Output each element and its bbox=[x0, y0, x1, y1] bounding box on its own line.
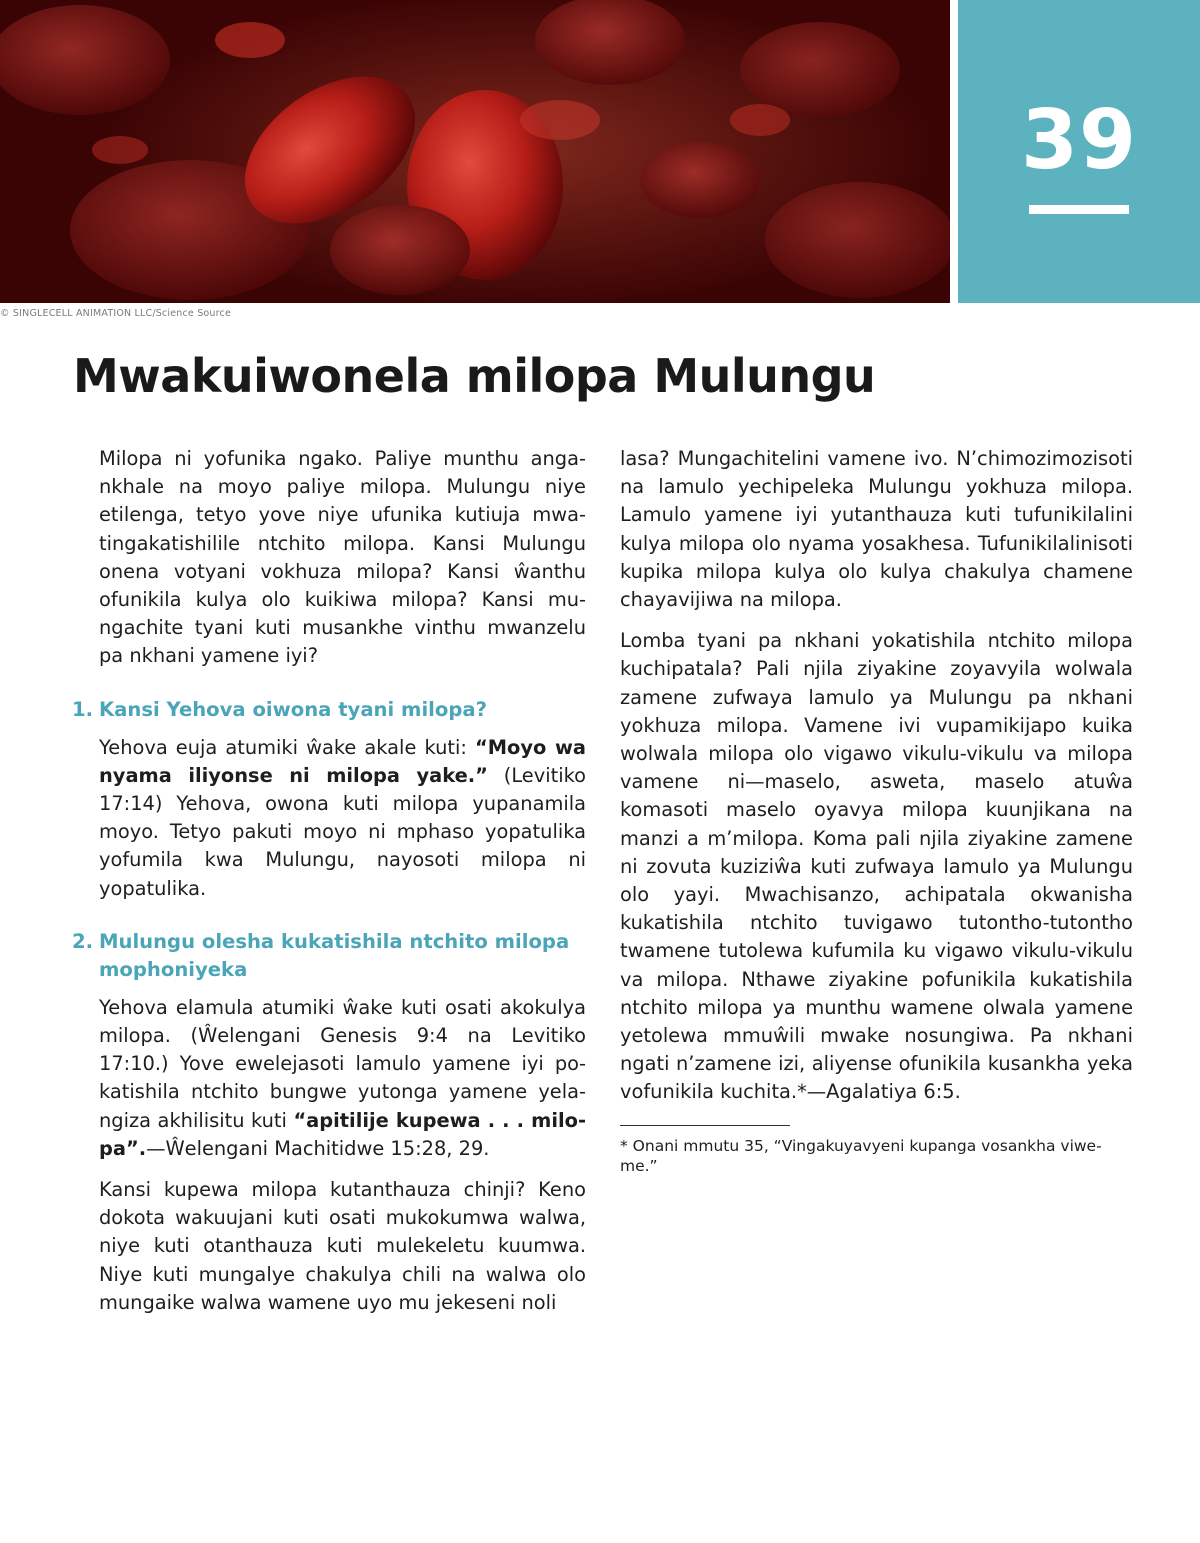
section-2-heading-text: Mulungu olesha kukatishila ntchito milopa mophoniyeka bbox=[99, 929, 570, 981]
footnote-divider bbox=[620, 1125, 790, 1126]
left-column bbox=[72, 445, 586, 1330]
scripture-quote: “apitilije kupewa . . . milopa”. bbox=[99, 1108, 586, 1160]
section-1-heading bbox=[72, 696, 586, 724]
text-run: —Ŵelengani Machitidwe 15:28, 29. bbox=[146, 1136, 490, 1160]
text-run: (Levitiko 17:14) Yehova, owona kuti milopa yupanamila moyo. Tetyo pakuti moyo ni mphaso yopatulika yofumila kwa Mulungu, nayosoti milopa ni yopatulika. bbox=[99, 763, 586, 900]
lesson-number: 39 bbox=[1020, 93, 1138, 188]
section-2-paragraph-2-part-2: lasa? Mungachitelini vamene ivo. N’chimozimozisoti na lamulo yechipeleka Mulungu yokhuza milopa. Lamulo yamene iyi yutanthauza kuti tufunikilalini kulya milopa olo nyama yosakhesa. Tufunikilalinisoti kupika milopa kulya olo kulya chakulya chamene chayavijiwa na milopa. bbox=[620, 447, 1133, 612]
section-1-paragraph bbox=[99, 734, 586, 903]
image-credit: © SINGLECELL ANIMATION LLC/Science Source bbox=[0, 308, 232, 319]
section-2-paragraph-1 bbox=[99, 994, 586, 1163]
text-run: Yehova euja atumiki ŵake akale kuti: bbox=[99, 735, 475, 759]
footnote: * Onani mmutu 35, “Vingakuyavyeni kupanga vosankha viweme.” bbox=[620, 1136, 1102, 1175]
right-column bbox=[620, 445, 1133, 1176]
section-1-number: 1. bbox=[72, 697, 94, 721]
scripture-quote: “Moyo wa nyama iliyonse ni milopa yake.” bbox=[99, 735, 586, 787]
lesson-number-underline bbox=[1029, 205, 1129, 214]
page-title: Mwakuiwonela milopa Mulungu bbox=[73, 349, 876, 403]
section-2-paragraph-2-part-1: Kansi kupewa milopa kutanthauza chinji? Keno dokota wakuujani kuti osati mukokumwa walwa, niye kuti otanthauza kuti mulekeletu kuumwa. Niye kuti mungalye chakulya chili na walwa olo mungaike walwa wamene uyo mu jekeseni noli bbox=[99, 1178, 586, 1314]
hero-image-blood-cells bbox=[0, 0, 950, 303]
section-2-heading bbox=[72, 928, 586, 984]
section-2-paragraph-3: Lomba tyani pa nkhani yokatishila ntchito milopa kuchipatala? Pali njila ziyakine zoyavyila wolwala zamene zufwaya lamulo ya Mulungu pa nkhani yokhuza milopa. Vamene ivi vupamikijapo kuika wolwala milopa olo vigawo vikulu-vikulu va milopa vamene ni—maselo, asweta, maselo atuŵa komasoti maselo oyavya milopa kuunjikana na manzi a m’milopa. Koma pali njila ziyakine zamene ni zovuta kuziziŵa kuti zufwaya lamulo ya Mulungu olo yayi. Mwachisanzo, achipatala okwanisha kukatishila ntchito tuvigawo tutontho-tutontho twamene tutolewa kufumila ku vigawo vikulu-vikulu va milopa. Nthawe ziyakine pofunikila kukatishila ntchito milopa ya munthu wamene olwala yamene yetolewa mmuŵili mwake nosungiwa. Pa nkhani ngati n’zamene izi, aliyense ofunikila kusankha yeka vofunikila kuchita.*—Agalatiya 6:5. bbox=[620, 629, 1133, 1104]
text-run: Yehova elamula atumiki ŵake kuti osati akokulya milopa. (Ŵelengani Genesis 9:4 na Levitiko 17:10.) Yove ewelejasoti lamulo yamene iyi pokatishila ntchito bungwe yutonga yamene yelangiza akhilisitu kuti bbox=[99, 995, 586, 1132]
lesson-number-box bbox=[958, 0, 1200, 303]
section-2-number: 2. bbox=[72, 929, 94, 953]
section-1-heading-text: Kansi Yehova oiwona tyani milopa? bbox=[99, 697, 487, 721]
intro-paragraph: Milopa ni yofunika ngako. Paliye munthu angankhale na moyo paliye milopa. Mulungu niye etilenga, tetyo yove niye ufunika kutiuja mwatingakatishilile ntchito milopa. Kansi Mulungu onena votyani vokhuza milopa? Kansi ŵanthu ofunikila kulya olo kuikiwa milopa? Kansi mungachite tyani kuti musankhe vinthu mwanzelu pa nkhani yamene iyi? bbox=[99, 447, 586, 668]
